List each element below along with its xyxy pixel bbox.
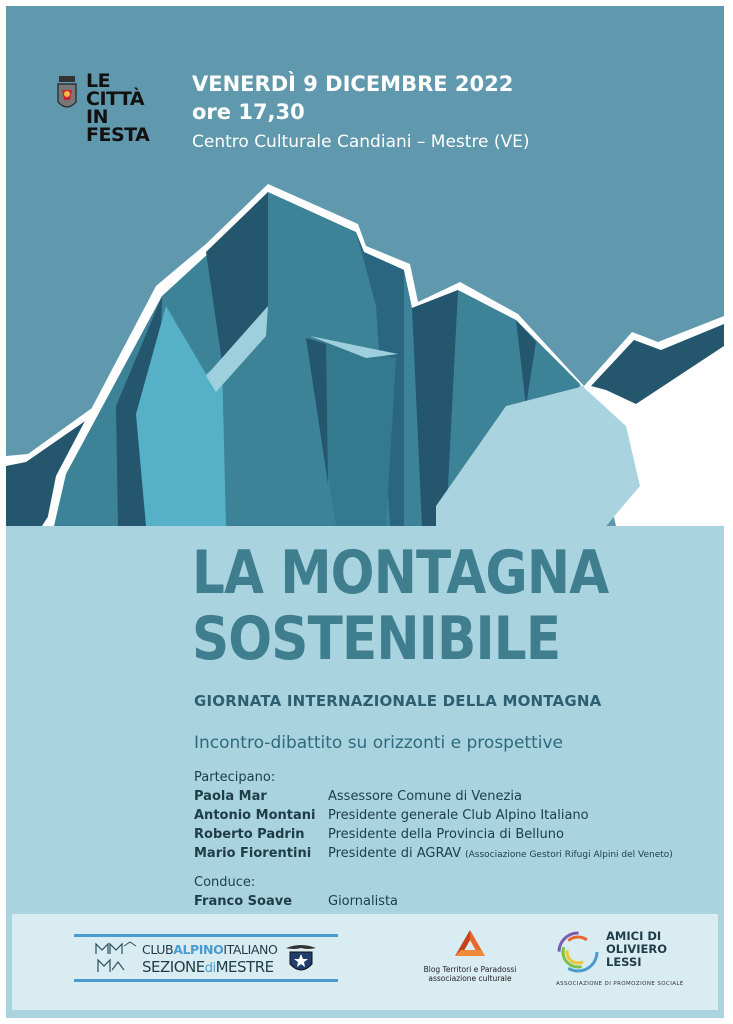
amici-subtitle: ASSOCIAZIONE DI PROMOZIONE SOCIALE [556,981,684,987]
event-date: VENERDÌ 9 DICEMBRE 2022 [192,72,514,96]
title-line-2: SOSTENIBILE [192,604,561,674]
cai-club: CLUB [142,942,174,957]
cai-alpino: ALPINO [173,942,224,957]
cai-emblem-icon [284,942,318,976]
penrose-triangle-icon [453,928,487,960]
sponsors-bar [12,914,718,1010]
event-place: Centro Culturale Candiani – Mestre (VE) [192,132,530,152]
participant-name: Paola Mar [194,789,267,804]
participant-row [194,844,673,865]
cai-di: di [204,961,216,976]
amici-lessi-logo [552,928,692,998]
tagline: Incontro-dibattito su orizzonti e prospettive [194,733,564,753]
event-time: ore 17,30 [192,100,305,124]
participant-role: Assessore Comune di Venezia [328,789,522,804]
moderator-row [194,892,673,911]
participant-name: Roberto Padrin [194,827,305,842]
participant-role [328,844,673,865]
cai-section-name [142,958,274,976]
logo-line-2: CITTÀ [86,88,145,110]
mmm-mark-icon [94,940,138,976]
logo-line-3: IN [86,106,108,128]
participant-name: Antonio Montani [194,808,316,823]
event-details [192,70,530,156]
blog-line-2: associazione culturale [428,974,512,983]
participant-role-note: (Associazione Gestori Rifugi Alpini del Veneto) [465,850,673,860]
cai-sezione: SEZIONE [142,958,205,976]
moderator-header: Conduce: [194,875,256,890]
cai-club-name [142,942,277,957]
blog-line-1: Blog Territori e Paradossi [423,965,517,974]
title-line-1: LA MONTAGNA [192,538,609,608]
participant-role: Presidente generale Club Alpino Italiano [328,808,589,823]
logo-line-1: LE [86,70,111,92]
cai-mestre: MESTRE [215,958,274,976]
participant-row [194,825,673,844]
participant-name: Mario Fiorentini [194,846,312,861]
blog-territori-logo [410,928,530,998]
main-title [192,540,608,672]
poster [6,6,724,1018]
moderator-role: Giornalista [328,894,399,909]
moderator-name: Franco Soave [194,894,293,909]
amici-name [606,930,667,969]
logo-line-4: FESTA [86,124,150,146]
amici-line-2: OLIVIERO [606,942,668,956]
amici-line-3: LESSI [606,955,642,969]
participant-row [194,787,673,806]
participants-list [194,768,673,911]
participant-role-text: Presidente di AGRAV [328,846,461,861]
rainbow-circle-icon [556,930,600,974]
subtitle: GIORNATA INTERNAZIONALE DELLA MONTAGNA [194,692,602,710]
participants-header: Partecipano: [194,770,276,785]
cai-italiano: ITALIANO [223,942,278,957]
cai-mestre-logo [74,934,338,982]
venice-crest-icon [56,76,78,116]
le-citta-in-festa-logo [56,72,166,152]
amici-line-1: AMICI DI [606,929,662,943]
participant-role: Presidente della Provincia di Belluno [328,827,564,842]
participant-row [194,806,673,825]
